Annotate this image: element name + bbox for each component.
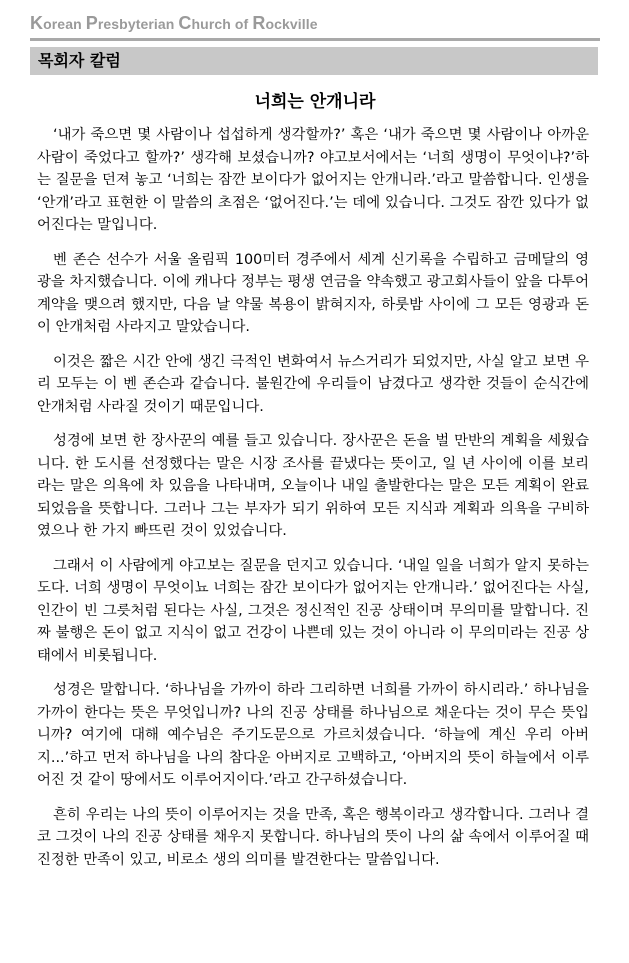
section-header [30,47,598,75]
masthead-word: Presbyterian [85,13,179,33]
article-paragraph: ‘내가 죽으면 몇 사람이나 섭섭하게 생각할까?’ 혹은 ‘내가 죽으면 몇 사람이나 아까운 사람이 죽었다고 할까?’ 생각해 보셨습니까? 야고보서에서는 ‘너희 생명이 무엇이냐?’하는 질문을 던져 놓고 ‘너희는 잠깐 보이다가 없어지는 안개니라.’라고 말씀합니다. 인생을 ‘안개’라고 표현한 이 말씀의 초점은 ‘없어진다.’는 데에 있습니다. 그것도 잠깐 있다가 없어진다는 말입니다. [37,127,589,233]
masthead-word: Korean [30,13,86,33]
article-paragraph: 성경에 보면 한 장사꾼의 예를 들고 있습니다. 장사꾼은 돈을 벌 만반의 계획을 세웠습니다. 한 도시를 선정했다는 말은 시장 조사를 끝냈다는 뜻이고, 일 년 사이에 이를 보리라는 말은 의욕에 차 있음을 나타내며, 오늘이나 내일 출발한다는 말은 모든 계획이 완료되었음을 뜻합니다. 그러나 그는 부자가 되기 위하여 모든 지식과 계획과 의욕을 구비하였으나 한 가지 빠뜨린 것이 있었습니다. [37,433,589,539]
article-paragraph: 이것은 짧은 시간 안에 생긴 극적인 변화여서 뉴스거리가 되었지만, 사실 알고 보면 우리 모두는 이 벤 존슨과 같습니다. 불원간에 우리들이 남겼다고 생각한 것들이 순식간에 안개처럼 사라질 것이기 때문입니다. [37,353,589,415]
article-paragraph: 흔히 우리는 나의 뜻이 이루어지는 것을 만족, 혹은 행복이라고 생각합니다. 그러나 결코 그것이 나의 진공 상태를 채우지 못합니다. 하나님의 뜻이 나의 삶 속에서 이루어질 때 진정한 만족이 있고, 비로소 생의 의미를 발견한다는 말씀입니다. [37,806,589,868]
masthead-word: Rockville [252,13,318,33]
article-body [37,124,589,883]
article-paragraph: 벤 존슨 선수가 서울 올림픽 100미터 경주에서 세계 신기록을 수립하고 금메달의 영광을 차지했습니다. 이에 캐나다 정부는 평생 연금을 약속했고 광고회사들이 앞을 다투어 계약을 맺으려 했지만, 다음 날 약물 복용이 밝혀지자, 하룻밤 사이에 그 모든 영광과 돈이 안개처럼 사라지고 말았습니다. [37,251,589,335]
article-paragraph: 그래서 이 사람에게 야고보는 질문을 던지고 있습니다. ‘내일 일을 너희가 알지 못하는 도다. 너희 생명이 무엇이뇨 너희는 잠간 보이다가 없어지는 안개니라.’ 없어진다는 사실, 인간이 빈 그릇처럼 된다는 사실, 그것은 정신적인 진공 상태이며 무의미를 말합니다. 진짜 불행은 돈이 없고 지식이 없고 건강이 나쁜데 있는 것이 아니라 이 무의미라는 진공 상태에서 비롯됩니다. [37,557,589,664]
article-paragraph: 성경은 말합니다. ‘하나님을 가까이 하라 그리하면 너희를 가까이 하시리라.’ 하나님을 가까이 한다는 뜻은 무엇입니까? 나의 진공 상태를 하나님으로 채운다는 것이 무슨 뜻입니까? 여기에 대해 예수님은 주기도문으로 가르치셨습니다. ‘하늘에 계신 우리 아버지...’하고 먼저 하나님을 나의 참다운 아버지로 고백하고, ‘아버지의 뜻이 하늘에서 이루어진 것 같이 땅에서도 이루어지이다.’라고 간구하셨습니다. [37,682,589,788]
church-name-header [30,13,600,34]
masthead-word: Church of [178,13,253,33]
header-divider [30,38,600,41]
article-title: 너희는 안개니라 [254,92,376,112]
section-label: 목회자 칼럼 [38,51,121,70]
